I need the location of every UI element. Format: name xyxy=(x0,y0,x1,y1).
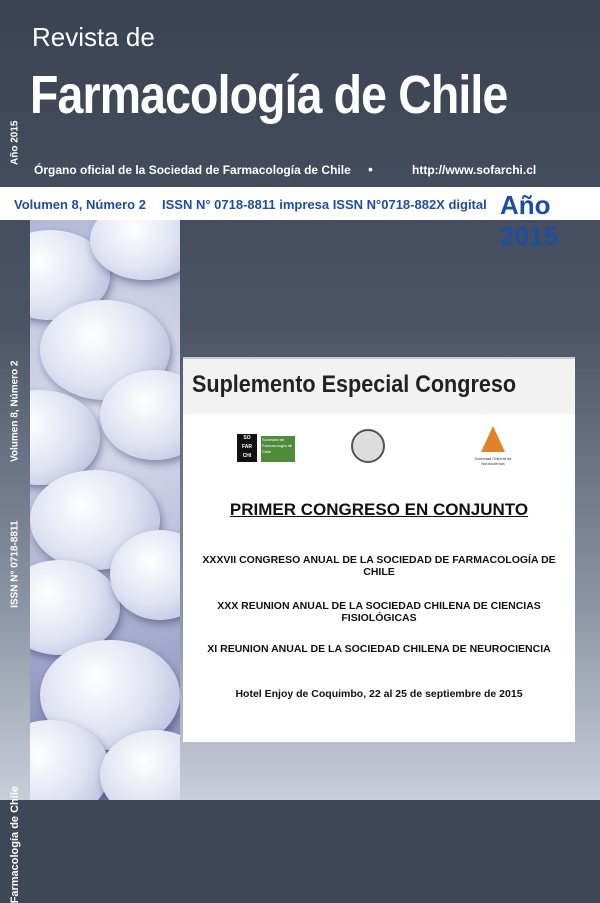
congress-line: XI REUNION ANUAL DE LA SOCIEDAD CHILENA DE NEUROCIENCIA xyxy=(207,643,551,655)
organ-text: Órgano oficial de la Sociedad de Farmacología de Chile xyxy=(34,163,351,177)
congress-venue: Hotel Enjoy de Coquimbo, 22 al 25 de septiembre de 2015 xyxy=(235,688,523,700)
neuro-logo-text: Sociedad Chilena de Neurociencia xyxy=(474,456,512,466)
spine-issn: ISSN N° 0718-8811 xyxy=(9,520,21,608)
spine-title: Farmacología de Chile xyxy=(9,786,21,903)
pills-image xyxy=(30,220,180,800)
sofarchi-logo xyxy=(237,434,295,464)
supplement-banner xyxy=(183,357,575,416)
congress-line: XXXVII CONGRESO ANUAL DE LA SOCIEDAD DE FARMACOLOGÍA DE CHILE xyxy=(202,554,556,578)
issn-label: ISSN N° 0718-8811 impresa ISSN N°0718-882X digital xyxy=(162,197,487,212)
supplement-title: Suplemento Especial Congreso xyxy=(192,371,517,398)
website-url: http://www.sofarchi.cl xyxy=(412,163,537,177)
journal-title: Farmacología de Chile xyxy=(30,65,508,125)
spine-year: Año 2015 xyxy=(9,120,21,165)
neuro-triangle-icon xyxy=(481,426,505,452)
neuroscience-society-logo xyxy=(473,426,513,470)
year-label: Año 2015 xyxy=(500,190,558,251)
sofarchi-logo-mark: SO FAR CHI xyxy=(237,434,257,462)
congress-card xyxy=(183,414,575,742)
physiology-society-seal xyxy=(351,429,385,463)
congress-title: PRIMER CONGRESO EN CONJUNTO xyxy=(229,500,529,519)
sofarchi-logo-text: Sociedad de Farmacología de Chile xyxy=(261,436,295,462)
volume-label: Volumen 8, Número 2 xyxy=(14,197,146,212)
spine-volume: Volumen 8, Número 2 xyxy=(9,360,21,463)
bullet: • xyxy=(368,161,373,177)
congress-line: XXX REUNION ANUAL DE LA SOCIEDAD CHILENA DE CIENCIAS FISIOLÓGICAS xyxy=(217,600,541,624)
journal-subtitle: Revista de xyxy=(32,22,155,52)
spine xyxy=(0,0,30,903)
